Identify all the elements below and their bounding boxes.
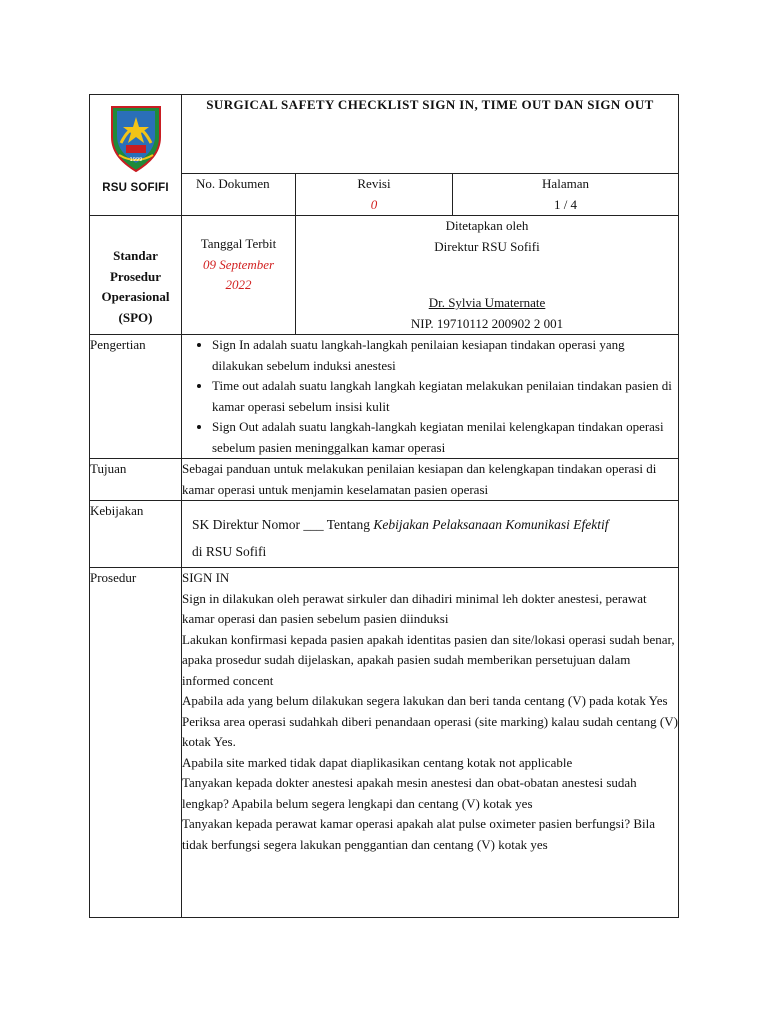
prosedur-line: Apabila ada yang belum dilakukan segera lakukan dan beri tanda centang (V) pada kotak Yes — [182, 693, 668, 708]
revisi-cell — [296, 174, 453, 216]
revisi-value: 0 — [370, 196, 378, 212]
ditetapkan-label: Ditetapkan oleh — [445, 218, 529, 233]
prosedur-line: Lakukan konfirmasi kepada pasien apakah identitas pasien dan site/lokasi operasi sudah benar, apaka prosedur sudah dijelaskan, apakah pasien sudah memberikan persetujuan dalam informed concent — [182, 631, 675, 688]
spo-label-line: Prosedur — [109, 268, 162, 284]
list-item: • Sign In adalah suatu langkah-langkah penilaian kesiapan tindakan operasi yang dilakukan sebelum induksi anestesi — [212, 335, 678, 376]
document-title: SURGICAL SAFETY CHECKLIST SIGN IN, TIME OUT DAN SIGN OUT — [182, 95, 679, 174]
halaman-value: 1 / 4 — [553, 196, 578, 212]
no-dokumen-cell — [182, 174, 296, 216]
list-item: • Time out adalah suatu langkah langkah kegiatan melakukan penilaian tindakan pasien di kamar operasi sebelum insisi kulit — [212, 376, 678, 417]
pengertian-list — [186, 335, 678, 458]
kebijakan-label: Kebijakan — [90, 501, 182, 568]
prosedur-label: Prosedur — [90, 568, 182, 918]
signer-nip: NIP. 19710112 200902 2 001 — [410, 315, 564, 331]
prosedur-content — [182, 568, 679, 918]
prosedur-line: Apabila site marked tidak dapat diaplikasikan centang kotak not applicable — [182, 754, 573, 770]
halaman-cell — [453, 174, 679, 216]
hospital-logo-icon — [109, 103, 163, 173]
signer-name: Dr. Sylvia Umaternate — [428, 295, 546, 310]
prosedur-line: Periksa area operasi sudahkah diberi penandaan operasi (site marking) kalau sudah centang (V) kotak Yes. — [182, 713, 678, 749]
prosedur-line: Tanyakan kepada dokter anestesi apakah mesin anestesi dan obat-obatan anestesi sudah lengkap? Apabila belum segera lengkapi dan centang (V) kotak yes — [182, 775, 637, 811]
tujuan-label: Tujuan — [90, 459, 182, 501]
tanggal-cell — [182, 216, 296, 335]
pengertian-content — [182, 335, 679, 459]
kebijakan-text: SK Direktur Nomor ___ Tentang — [192, 517, 374, 532]
hospital-name: RSU SOFIFI — [102, 182, 169, 194]
ditetapkan-role: Direktur RSU Sofifi — [434, 238, 540, 254]
svg-text:1999: 1999 — [129, 157, 142, 163]
prosedur-heading: SIGN IN — [182, 570, 230, 585]
kebijakan-policy-title: Kebijakan Pelaksanaan Komunikasi Efektif — [373, 517, 609, 532]
pengertian-label: Pengertian — [90, 335, 182, 459]
logo-cell — [90, 95, 182, 216]
tujuan-text: Sebagai panduan untuk melakukan penilaian kesiapan dan kelengkapan tindakan operasi di kamar operasi untuk menjamin keselamatan pasien operasi — [182, 459, 679, 501]
spo-label-line: Standar — [113, 248, 158, 263]
spo-table — [89, 94, 679, 918]
spo-label-line: (SPO) — [118, 309, 153, 325]
spo-label-cell — [90, 216, 182, 335]
tanggal-label: Tanggal Terbit — [200, 236, 277, 251]
ditetapkan-cell — [296, 216, 679, 335]
halaman-label: Halaman — [542, 176, 589, 191]
no-dokumen-label: No. Dokumen — [196, 176, 270, 191]
prosedur-line: Tanyakan kepada perawat kamar operasi apakah alat pulse oximeter pasien berfungsi? Bila tidak berfungsi segera lakukan penggantian dan centang (V) kotak yes — [182, 816, 656, 852]
tanggal-value-year: 2022 — [225, 277, 252, 292]
revisi-label: Revisi — [357, 176, 391, 191]
kebijakan-text-line2: di RSU Sofifi — [192, 544, 267, 559]
kebijakan-content — [182, 501, 679, 568]
list-item: • Sign Out adalah suatu langkah-langkah kegiatan menilai kelengkapan tindakan operasi sebelum pasien meninggalkan kamar operasi — [212, 417, 678, 458]
tanggal-value: 09 September — [202, 256, 275, 272]
spo-label-line: Operasional — [101, 289, 170, 304]
prosedur-line: Sign in dilakukan oleh perawat sirkuler dan dihadiri minimal leh dokter anestesi, perawat kamar operasi dan pasien sebelum pasien diinduksi — [182, 590, 647, 626]
